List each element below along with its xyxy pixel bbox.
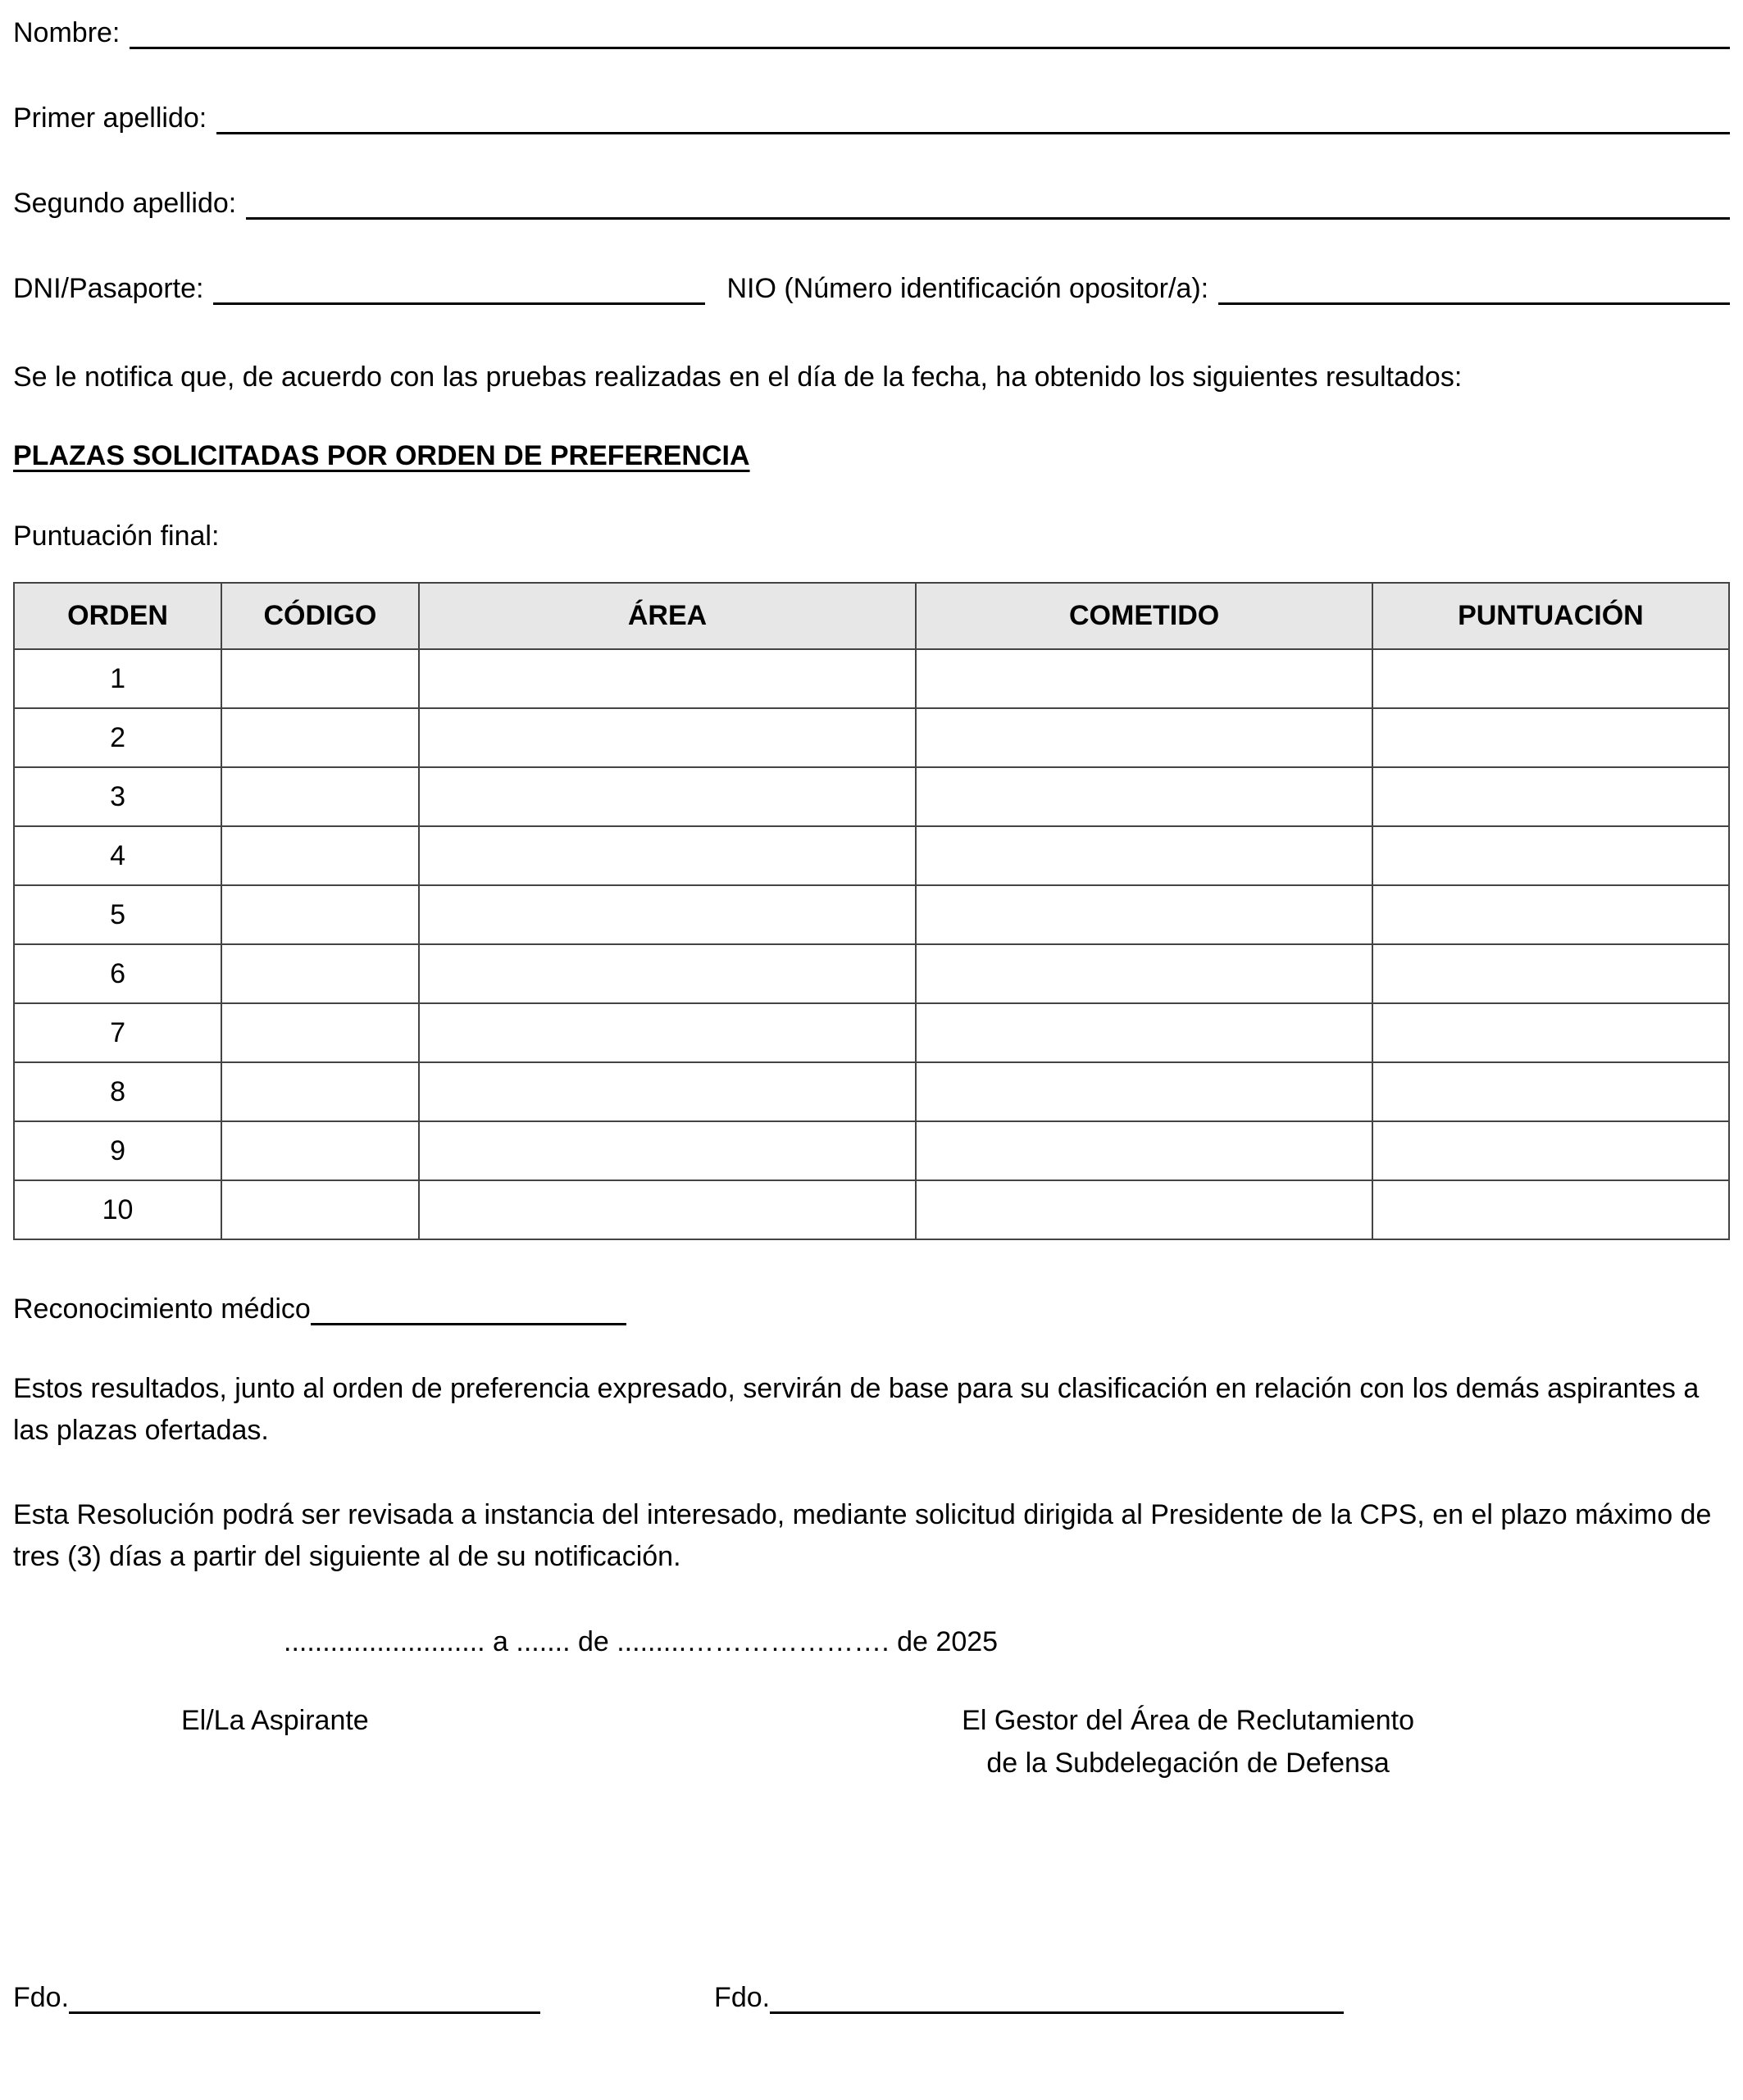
table-row bbox=[14, 767, 1729, 826]
table-row bbox=[14, 708, 1729, 767]
cell-codigo bbox=[221, 649, 419, 708]
table-row bbox=[14, 885, 1729, 944]
gestor-signature-line2: de la Subdelegación de Defensa bbox=[986, 1748, 1390, 1779]
cell-codigo bbox=[221, 944, 419, 1003]
cell-codigo bbox=[221, 885, 419, 944]
table-row bbox=[14, 1180, 1729, 1239]
cell-orden: 6 bbox=[14, 944, 221, 1003]
signature-titles-row bbox=[13, 1699, 1730, 1784]
nombre-blank bbox=[130, 16, 1730, 49]
cell-cometido bbox=[916, 649, 1372, 708]
column-header-area: ÁREA bbox=[419, 583, 917, 649]
field-line-primer-apellido bbox=[13, 102, 1730, 134]
field-line-segundo-apellido bbox=[13, 187, 1730, 220]
cell-orden: 10 bbox=[14, 1180, 221, 1239]
cell-puntuacion bbox=[1372, 649, 1729, 708]
cell-orden: 2 bbox=[14, 708, 221, 767]
cell-area bbox=[419, 1180, 917, 1239]
cell-orden: 5 bbox=[14, 885, 221, 944]
cell-puntuacion bbox=[1372, 944, 1729, 1003]
segundo-apellido-blank bbox=[246, 187, 1730, 220]
cell-area bbox=[419, 826, 917, 885]
field-line-dni-nio bbox=[13, 272, 1730, 305]
section-title: PLAZAS SOLICITADAS POR ORDEN DE PREFERENCIA bbox=[13, 440, 750, 471]
cell-cometido bbox=[916, 826, 1372, 885]
dni-blank bbox=[213, 272, 705, 305]
column-header-puntuacion: PUNTUACIÓN bbox=[1372, 583, 1729, 649]
table-row bbox=[14, 649, 1729, 708]
cell-puntuacion bbox=[1372, 826, 1729, 885]
primer-apellido-blank bbox=[216, 102, 1730, 134]
cell-codigo bbox=[221, 1062, 419, 1121]
cell-puntuacion bbox=[1372, 767, 1729, 826]
column-header-cometido: COMETIDO bbox=[916, 583, 1372, 649]
cell-cometido bbox=[916, 1062, 1372, 1121]
cell-area bbox=[419, 944, 917, 1003]
fdo-right-group bbox=[714, 1981, 1344, 2014]
fdo-left-blank bbox=[69, 1981, 540, 2014]
column-header-codigo: CÓDIGO bbox=[221, 583, 419, 649]
segundo-apellido-label: Segundo apellido: bbox=[13, 188, 237, 219]
cell-area bbox=[419, 1003, 917, 1062]
notification-text: Se le notifica que, de acuerdo con las pruebas realizadas en el día de la fecha, ha obtenido los siguientes resultados: bbox=[13, 361, 1463, 393]
cell-puntuacion bbox=[1372, 1121, 1729, 1180]
cell-cometido bbox=[916, 944, 1372, 1003]
medical-check-label: Reconocimiento médico bbox=[13, 1293, 311, 1325]
cell-codigo bbox=[221, 1003, 419, 1062]
cell-orden: 8 bbox=[14, 1062, 221, 1121]
cell-area bbox=[419, 1062, 917, 1121]
field-line-nombre bbox=[13, 16, 1730, 49]
date-line: .......................... a ....... de .........…………………. de 2025 bbox=[284, 1626, 999, 1657]
cell-codigo bbox=[221, 708, 419, 767]
cell-codigo bbox=[221, 1180, 419, 1239]
cell-area bbox=[419, 767, 917, 826]
column-header-orden: ORDEN bbox=[14, 583, 221, 649]
cell-cometido bbox=[916, 708, 1372, 767]
cell-cometido bbox=[916, 1180, 1372, 1239]
cell-cometido bbox=[916, 1121, 1372, 1180]
final-score-label: Puntuación final: bbox=[13, 520, 220, 552]
table-row bbox=[14, 944, 1729, 1003]
plazas-table bbox=[13, 582, 1730, 1240]
cell-puntuacion bbox=[1372, 708, 1729, 767]
nombre-label: Nombre: bbox=[13, 17, 121, 48]
cell-cometido bbox=[916, 767, 1372, 826]
medical-check-line bbox=[13, 1293, 1730, 1325]
cell-puntuacion bbox=[1372, 1003, 1729, 1062]
fdo-right-label: Fdo. bbox=[714, 1982, 771, 2013]
cell-puntuacion bbox=[1372, 1180, 1729, 1239]
signature-lines-row bbox=[13, 1981, 1730, 2014]
fdo-left-group bbox=[13, 1981, 540, 2014]
cell-puntuacion bbox=[1372, 1062, 1729, 1121]
fdo-right-blank bbox=[770, 1981, 1344, 2014]
cell-cometido bbox=[916, 885, 1372, 944]
revision-paragraph: Esta Resolución podrá ser revisada a instancia del interesado, mediante solicitud dirigida al Presidente de la CPS, en el plazo máximo de tres (3) días a partir del siguiente al de su notificación. bbox=[13, 1499, 1712, 1572]
results-paragraph: Estos resultados, junto al orden de preferencia expresado, servirán de base para su clasificación en relación con los demás aspirantes a las plazas ofertadas. bbox=[13, 1373, 1700, 1446]
aspirante-signature-title: El/La Aspirante bbox=[181, 1705, 369, 1736]
gestor-signature-line1: El Gestor del Área de Reclutamiento bbox=[962, 1705, 1414, 1736]
cell-orden: 3 bbox=[14, 767, 221, 826]
primer-apellido-label: Primer apellido: bbox=[13, 102, 207, 134]
gestor-signature-title bbox=[962, 1699, 1414, 1784]
nio-label: NIO (Número identificación opositor/a): bbox=[726, 273, 1209, 304]
table-row bbox=[14, 1121, 1729, 1180]
medical-check-blank bbox=[311, 1293, 626, 1325]
cell-orden: 7 bbox=[14, 1003, 221, 1062]
table-header-row bbox=[14, 583, 1729, 649]
table-row bbox=[14, 826, 1729, 885]
cell-codigo bbox=[221, 767, 419, 826]
table-row bbox=[14, 1062, 1729, 1121]
cell-area bbox=[419, 1121, 917, 1180]
fdo-left-label: Fdo. bbox=[13, 1982, 70, 2013]
cell-orden: 9 bbox=[14, 1121, 221, 1180]
table-row bbox=[14, 1003, 1729, 1062]
cell-cometido bbox=[916, 1003, 1372, 1062]
cell-codigo bbox=[221, 826, 419, 885]
cell-area bbox=[419, 708, 917, 767]
cell-orden: 1 bbox=[14, 649, 221, 708]
cell-orden: 4 bbox=[14, 826, 221, 885]
dni-label: DNI/Pasaporte: bbox=[13, 273, 204, 304]
cell-codigo bbox=[221, 1121, 419, 1180]
nio-blank bbox=[1218, 272, 1730, 305]
cell-area bbox=[419, 885, 917, 944]
cell-area bbox=[419, 649, 917, 708]
cell-puntuacion bbox=[1372, 885, 1729, 944]
